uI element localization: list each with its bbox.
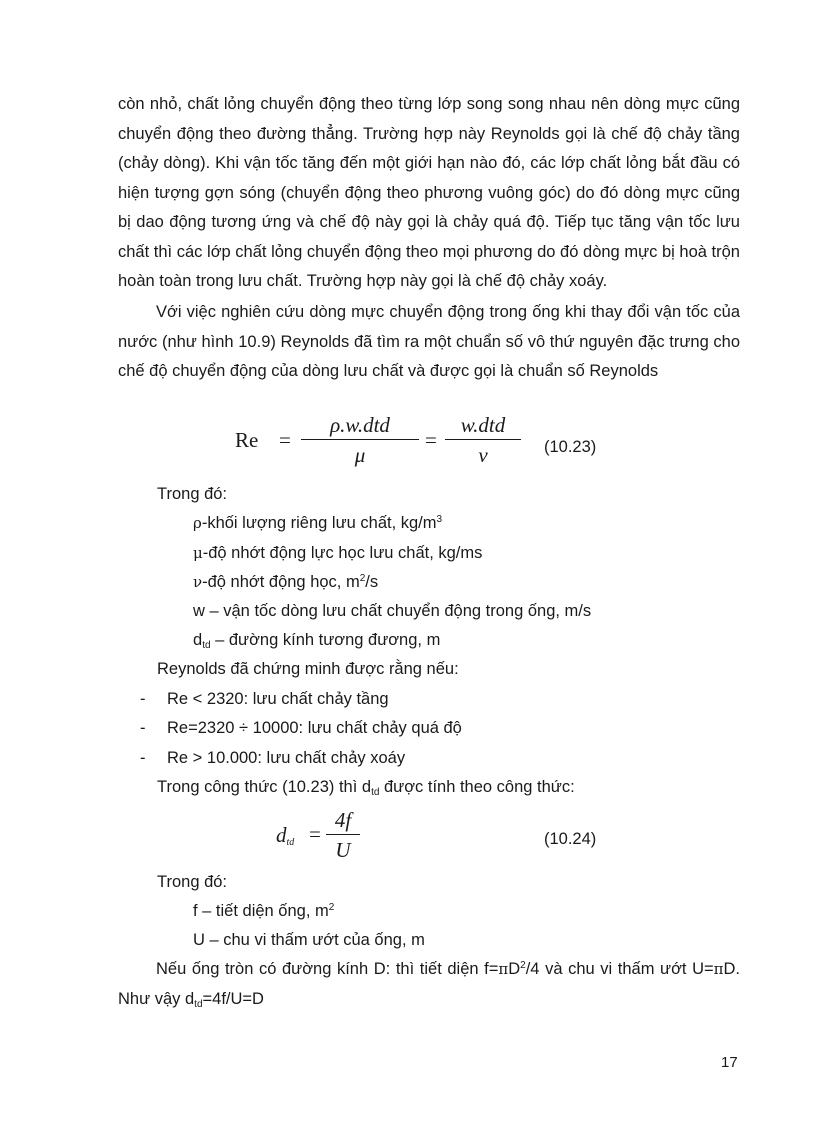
where-label-2: Trong đó: [157, 873, 228, 891]
formula1-lhs: Re [235, 428, 259, 452]
definition-dtd: $d_{td}$ – đường kính tương đương, m [193, 631, 441, 651]
bullet-turbulent: Re > 10.000: lưu chất chảy xoáy [167, 749, 406, 767]
page-number: 17 [721, 1054, 738, 1071]
formula1-num2: w.d [460, 413, 489, 437]
where-label-1: Trong đó: [157, 485, 228, 503]
definition-nu: ν-độ nhớt động học, $m^2/s$ [193, 573, 379, 591]
formula1-num1-sub: td [373, 413, 390, 437]
formula2-fraction [326, 807, 360, 863]
paragraph-2: Với việc nghiên cứu dòng mực chuyển động trong ống khi thay đổi vận tốc của nước (như hình 10.9) Reynolds đã tìm ra một chuẩn số vô thứ nguyên đặc trưng cho chế độ chuyển động của dòng lưu chất và được gọi là chuẩn số Reynolds [118, 303, 740, 380]
reynolds-proved: Reynolds đã chứng minh được rằng nếu: [157, 660, 459, 678]
formula2-equals: = [309, 822, 321, 846]
formula2-lhs: $d_{td}$ [276, 823, 295, 848]
formula1-fraction-2 [445, 412, 521, 468]
formula2-num: 4f [334, 808, 352, 832]
bullet-laminar: Re < 2320: lưu chất chảy tầng [167, 690, 389, 708]
formula1-den1: μ [354, 443, 366, 467]
formula1-equals-2: = [425, 428, 437, 452]
definition-rho: ρ-khối lượng riêng lưu chất, $kg/m^3$ [193, 514, 443, 532]
definition-mu: μ-độ nhớt động lực học lưu chất, kg/ms [193, 544, 483, 562]
formula1-equals: = [279, 428, 291, 452]
bullet-dash: - [140, 719, 146, 737]
equation-number-10-23: (10.23) [544, 438, 597, 456]
formula1-den2: ν [478, 443, 488, 467]
paragraph-1: còn nhỏ, chất lỏng chuyển động theo từng lớp song song nhau nên dòng mực cũng chuyển động theo đường thẳng. Trường hợp này Reynolds gọi là chế độ chảy tầng (chảy dòng). Khi vận tốc tăng đến một giới hạn nào đó, các lớp chất lỏng bắt đầu có hiện tượng gợn sóng (chuyển động theo phương vuông góc) do đó dòng mực cũng bị dao động tương ứng và chế độ này gọi là chảy quá độ. Tiếp tục tăng vận tốc lưu chất thì các lớp chất lỏng chuyển động theo mọi phương do đó dòng mực bị hoà trộn hoàn toàn trong lưu chất. Trường hợp này gọi là chế độ chảy xoáy. [118, 95, 740, 290]
bullet-transition: Re=2320 ÷ 10000: lưu chất chảy quá độ [167, 719, 462, 737]
definition-U: U – chu vi thấm ướt của ống, m [193, 931, 425, 949]
equation-number-10-24: (10.24) [544, 830, 597, 848]
bullet-dash: - [140, 749, 146, 767]
formula1-num1: ρ.w.d [330, 413, 374, 437]
formula1-num2-sub: td [488, 413, 506, 437]
formula2-den: U [335, 838, 351, 862]
definition-f: f – tiết diện ống, $m^2$ [193, 902, 335, 920]
bullet-dash: - [140, 690, 146, 708]
formula1-fraction-1 [301, 412, 419, 468]
formula-intro: Trong công thức (10.23) thì $d_{td}$ được tính theo công thức: [157, 778, 575, 798]
definition-w: w – vận tốc dòng lưu chất chuyển động trong ống, m/s [193, 602, 592, 620]
closing-paragraph: Nếu ống tròn có đường kính D: thì tiết diện $f=\pi D^2/4$ và chu vi thấm ướt U=πD. Như vậy $d_{td}=4f/U=D$ [118, 960, 740, 1010]
